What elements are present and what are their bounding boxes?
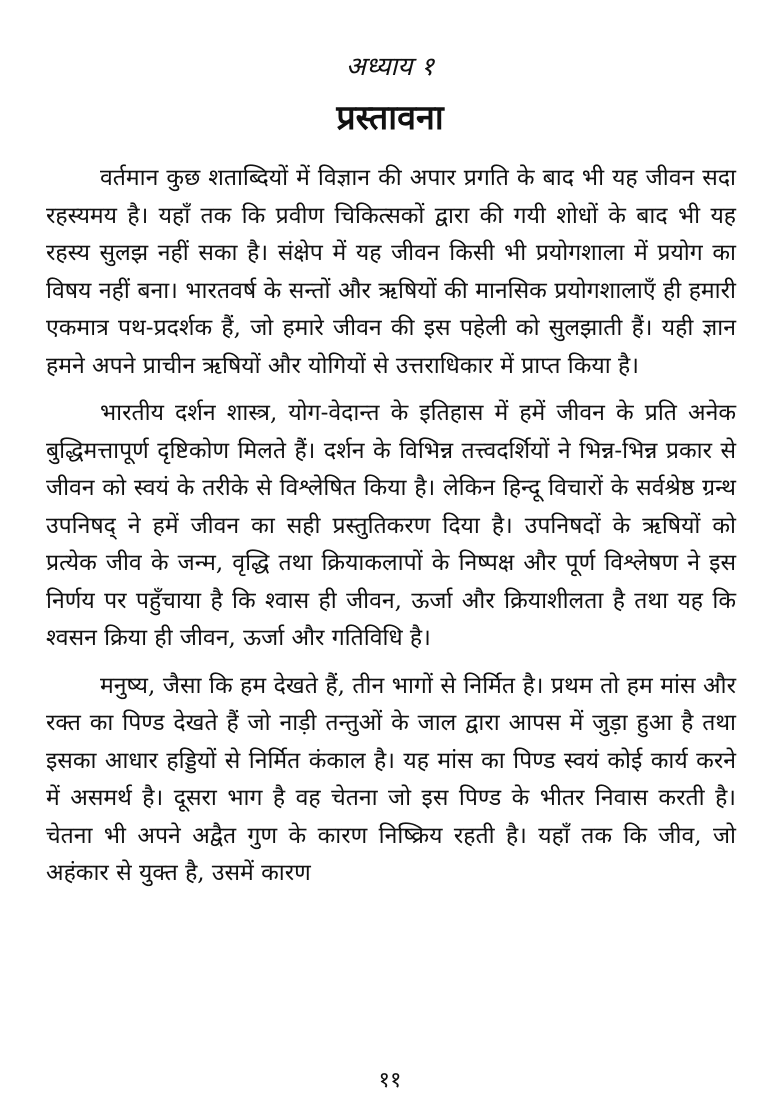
paragraph-1: वर्तमान कुछ शताब्दियों में विज्ञान की अपार प्रगति के बाद भी यह जीवन सदा रहस्यमय है। यहाँ तक कि प्रवीण चिकित्सकों द्वारा की गयी शोधों के बाद भी यह रहस्य सुलझ नहीं सका है। संक्षेप में यह जीवन किसी भी प्रयोगशाला में प्रयोग का विषय नहीं बना। भारतवर्ष के सन्तों और ऋषियों की मानसिक प्रयोगशालाएँ ही हमारी एकमात्र पथ-प्रदर्शक हैं, जो हमारे जीवन की इस पहेली को सुलझाती हैं। यही ज्ञान हमने अपने प्राचीन ऋषियों और योगियों से उत्तराधिकार में प्राप्त किया है। [46, 165, 736, 379]
chapter-title: प्रस्तावना [336, 98, 444, 138]
chapter-body [46, 160, 736, 903]
paragraph-3: मनुष्य, जैसा कि हम देखते हैं, तीन भागों से निर्मित है। प्रथम तो हम मांस और रक्त का पिण्ड देखते हैं जो नाड़ी तन्तुओं के जाल द्वारा आपस में जुड़ा हुआ है तथा इसका आधार हड्डियों से निर्मित कंकाल है। यह मांस का पिण्ड स्वयं कोई कार्य करने में असमर्थ है। दूसरा भाग है वह चेतना जो इस पिण्ड के भीतर निवास करती है। चेतना भी अपने अद्वैत गुण के कारण निष्क्रिय रहती है। यहाँ तक कि जीव, जो अहंकार से युक्त है, उसमें कारण [46, 672, 736, 886]
page-number: ११ [378, 1068, 402, 1093]
chapter-label: अध्याय १ [345, 52, 435, 82]
paragraph-2: भारतीय दर्शन शास्त्र, योग-वेदान्त के इतिहास में हमें जीवन के प्रति अनेक बुद्धिमत्तापूर्ण दृष्टिकोण मिलते हैं। दर्शन के विभिन्न तत्त्वदर्शियों ने भिन्न-भिन्न प्रकार से जीवन को स्वयं के तरीके से विश्लेषित किया है। लेकिन हिन्दू विचारों के सर्वश्रेष्ठ ग्रन्थ उपनिषद् ने हमें जीवन का सही प्रस्तुतिकरण दिया है। उपनिषदों के ऋषियों को प्रत्येक जीव के जन्म, वृद्धि तथा क्रियाकलापों के निष्पक्ष और पूर्ण विश्लेषण ने इस निर्णय पर पहुँचाया है कि श्वास ही जीवन, ऊर्जा और क्रियाशीलता है तथा यह कि श्वसन क्रिया ही जीवन, ऊर्जा और गतिविधि है। [46, 400, 736, 651]
